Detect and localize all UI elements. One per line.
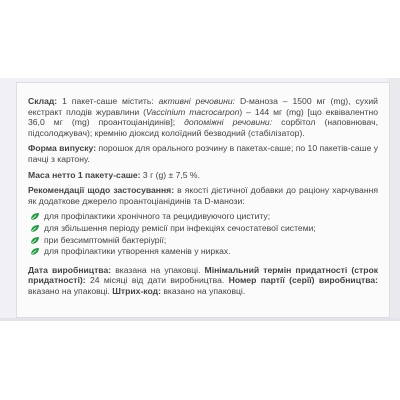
release-form-text: порошок для орального розчину в пакетах-саше; по 10 пакетів-саше у пачці з картону.	[28, 143, 378, 164]
recommendations-text: в якості дієтичної добавки до раціону харчування як додаткове джерело проантоціанідинів та D-манози:	[28, 185, 378, 206]
leaf-icon	[30, 212, 40, 221]
list-item-text: для збільшення періоду ремісії при інфекціях сечостатевої системи;	[44, 222, 316, 233]
net-mass-label: Маса нетто 1 пакету-саше:	[28, 169, 141, 180]
leaf-icon	[30, 224, 40, 233]
list-item-text: при безсимптомній бактеріурії;	[44, 234, 167, 245]
recommendations-list	[28, 211, 378, 256]
barcode-text: вказано на упаковці.	[160, 285, 246, 296]
recommendations-paragraph	[28, 185, 378, 206]
composition-text-4: сорбітол (наповнювач, підсолоджувач); кремнію діоксид колоїдний безводний (стабілізатор).	[28, 117, 378, 138]
shelf-life-label: Мінімальний термін придатності (строк придатності):	[28, 264, 378, 286]
list-item	[28, 235, 378, 246]
list-item	[28, 223, 378, 234]
batch-number-text: вказано на упаковці.	[28, 285, 113, 296]
active-ingredients-label: активні речовини:	[158, 96, 236, 106]
release-form-paragraph	[28, 143, 378, 164]
composition-text-1: 1 пакет-саше містить:	[57, 96, 159, 106]
net-mass-paragraph	[28, 170, 378, 181]
composition-label: Склад:	[28, 96, 58, 106]
auxiliary-ingredients-label: допоміжні речовини:	[184, 117, 273, 128]
production-paragraph	[28, 265, 378, 297]
leaf-icon	[30, 247, 40, 256]
barcode-label: Штрих-код:	[112, 285, 161, 296]
composition-paragraph	[28, 96, 378, 138]
net-mass-text: 3 г (g) ± 7,5 %.	[140, 169, 200, 180]
composition-text-2: D-маноза – 1500 мг (mg), сухий екстракт плодів журавлини (	[28, 96, 378, 117]
composition-text-3: ) – 144 мг (mg) [що еквівалентно 36,0 мг (mg) проантоціанідинів];	[28, 106, 378, 128]
leaf-icon	[30, 236, 40, 245]
label-text	[28, 96, 378, 302]
release-form-label: Форма випуску:	[28, 143, 97, 154]
list-item-text: для профілактики хронічного та рецидивуючого циститу;	[44, 211, 271, 222]
latin-name: Vaccinium macrocarpon	[146, 106, 240, 117]
batch-number-label: Номер партії (серії) виробництва:	[228, 275, 379, 286]
shelf-life-text: 24 місяці від дати виробництва.	[85, 275, 229, 286]
package-bottom-edge	[0, 318, 400, 321]
production-date-text: вказана на упаковці.	[111, 264, 205, 275]
list-item-text: для профілактики утворення каменів у нирках.	[44, 246, 231, 257]
list-item	[28, 211, 378, 222]
list-item	[28, 246, 378, 257]
recommendations-label: Рекомендації щодо застосування:	[28, 185, 175, 196]
production-date-label: Дата виробництва:	[28, 264, 112, 275]
